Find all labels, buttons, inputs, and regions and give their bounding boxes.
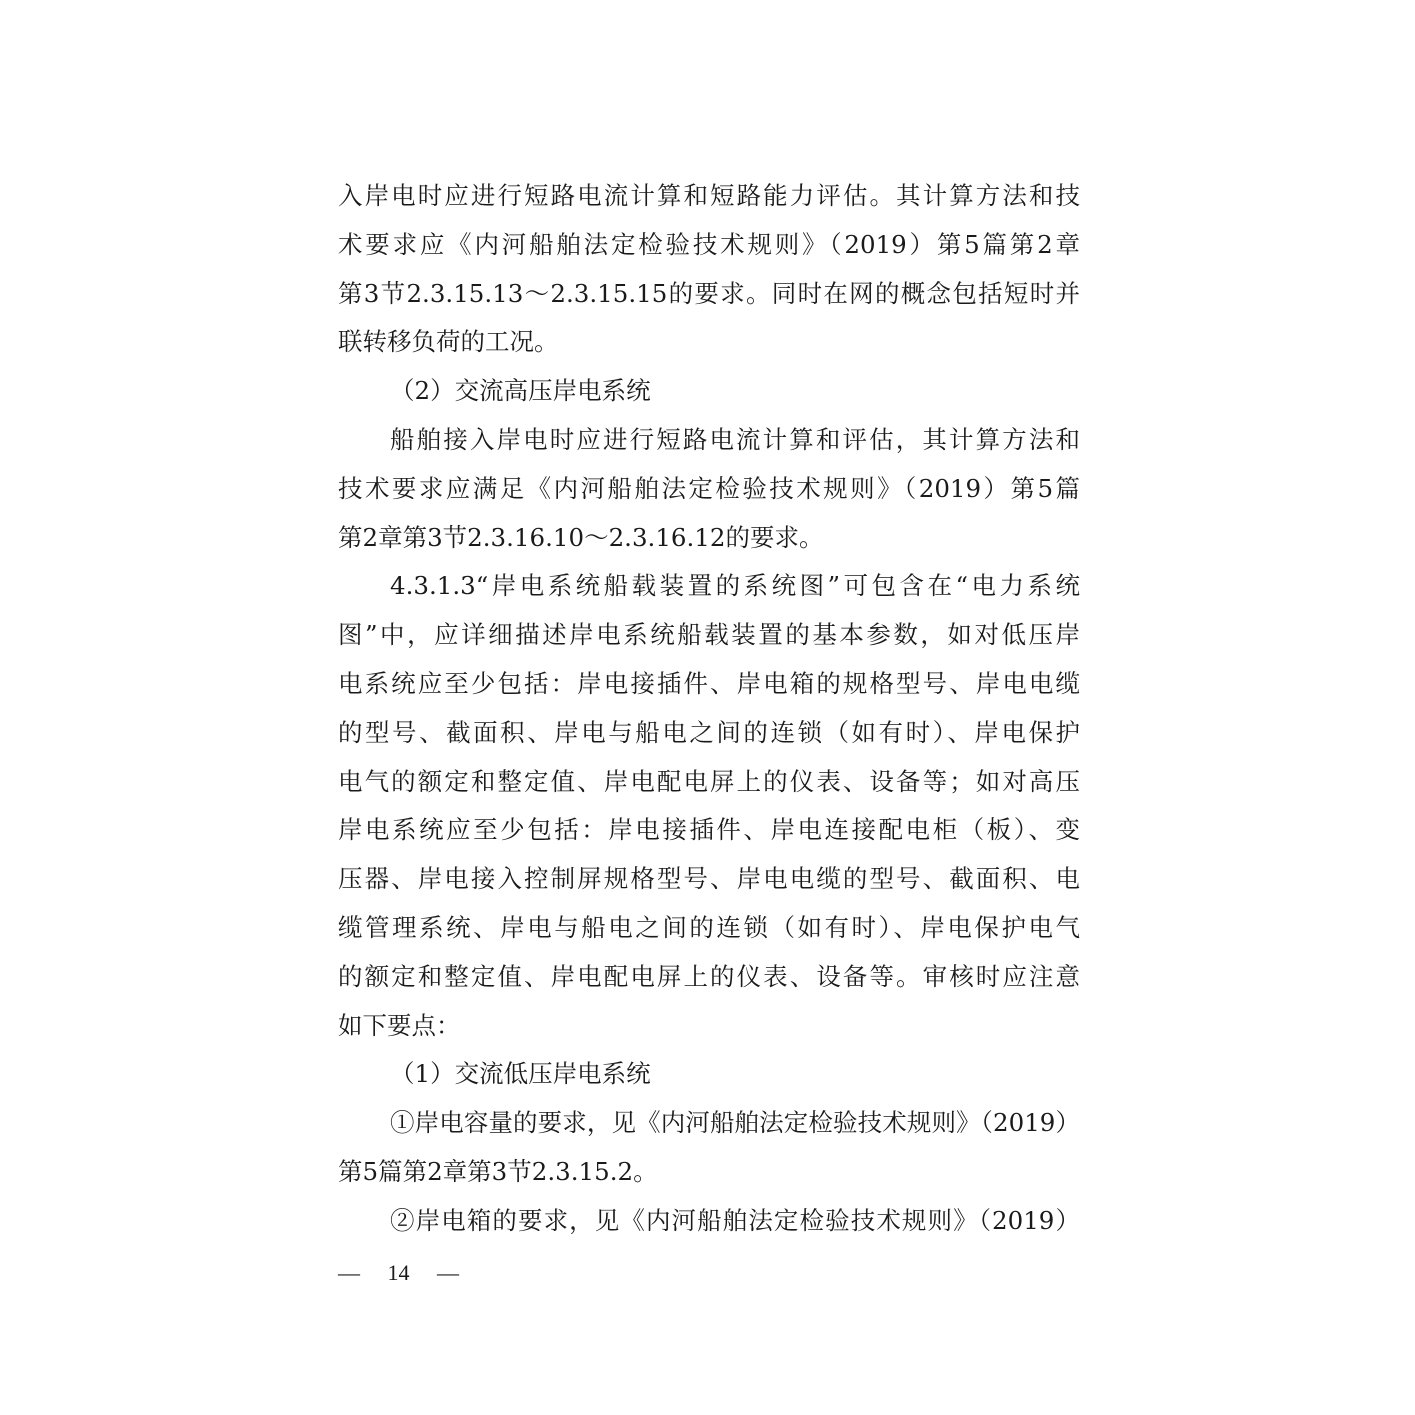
text-line: 术要求应《内河船舶法定检验技术规则》（2019）第5篇第2章: [338, 229, 1080, 259]
text-line: 第2章第3节2.3.16.10～2.3.16.12的要求。: [338, 522, 824, 552]
text-line: 如下要点：: [338, 1010, 461, 1040]
text-line: 电气的额定和整定值、岸电配电屏上的仪表、设备等；如对高压: [338, 766, 1080, 796]
section-heading: （2）交流高压岸电系统: [390, 376, 651, 406]
page-footer: [338, 1260, 459, 1286]
footer-dash-right: —: [437, 1260, 459, 1285]
text-line: 入岸电时应进行短路电流计算和短路能力评估。其计算方法和技: [338, 181, 1080, 210]
text-line: 压器、岸电接入控制屏规格型号、岸电电缆的型号、截面积、电: [338, 864, 1080, 894]
text-line: 联转移负荷的工况。: [338, 327, 559, 357]
text-line: 的型号、截面积、岸电与船电之间的连锁（如有时）、岸电保护: [338, 717, 1080, 747]
text-line: 第5篇第2章第3节2.3.15.2。: [338, 1156, 658, 1186]
text-line: 船舶接入岸电时应进行短路电流计算和评估，其计算方法和: [390, 424, 1080, 454]
page-number: 14: [387, 1260, 410, 1285]
text-line: 缆管理系统、岸电与船电之间的连锁（如有时）、岸电保护电气: [338, 912, 1080, 942]
text-line: 第3节2.3.15.13～2.3.15.15的要求。同时在网的概念包括短时并: [338, 278, 1080, 308]
text-line: 的额定和整定值、岸电配电屏上的仪表、设备等。审核时应注意: [338, 961, 1080, 991]
body-text: [338, 172, 1080, 1246]
section-heading: （1）交流低压岸电系统: [390, 1059, 651, 1089]
text-line: 4.3.1.3“岸电系统船载装置的系统图”可包含在“电力系统: [390, 571, 1080, 601]
text-line: ①岸电容量的要求，见《内河船舶法定检验技术规则》（2019）: [390, 1108, 1080, 1138]
text-line: 岸电系统应至少包括：岸电接插件、岸电连接配电柜（板）、变: [338, 815, 1080, 845]
text-line: ②岸电箱的要求，见《内河船舶法定检验技术规则》（2019）: [390, 1205, 1080, 1235]
text-line: 图”中，应详细描述岸电系统船载装置的基本参数，如对低压岸: [338, 620, 1080, 650]
footer-dash-left: —: [338, 1260, 360, 1285]
text-line: 电系统应至少包括：岸电接插件、岸电箱的规格型号、岸电电缆: [338, 668, 1080, 698]
text-line: 技术要求应满足《内河船舶法定检验技术规则》（2019）第5篇: [338, 473, 1080, 503]
